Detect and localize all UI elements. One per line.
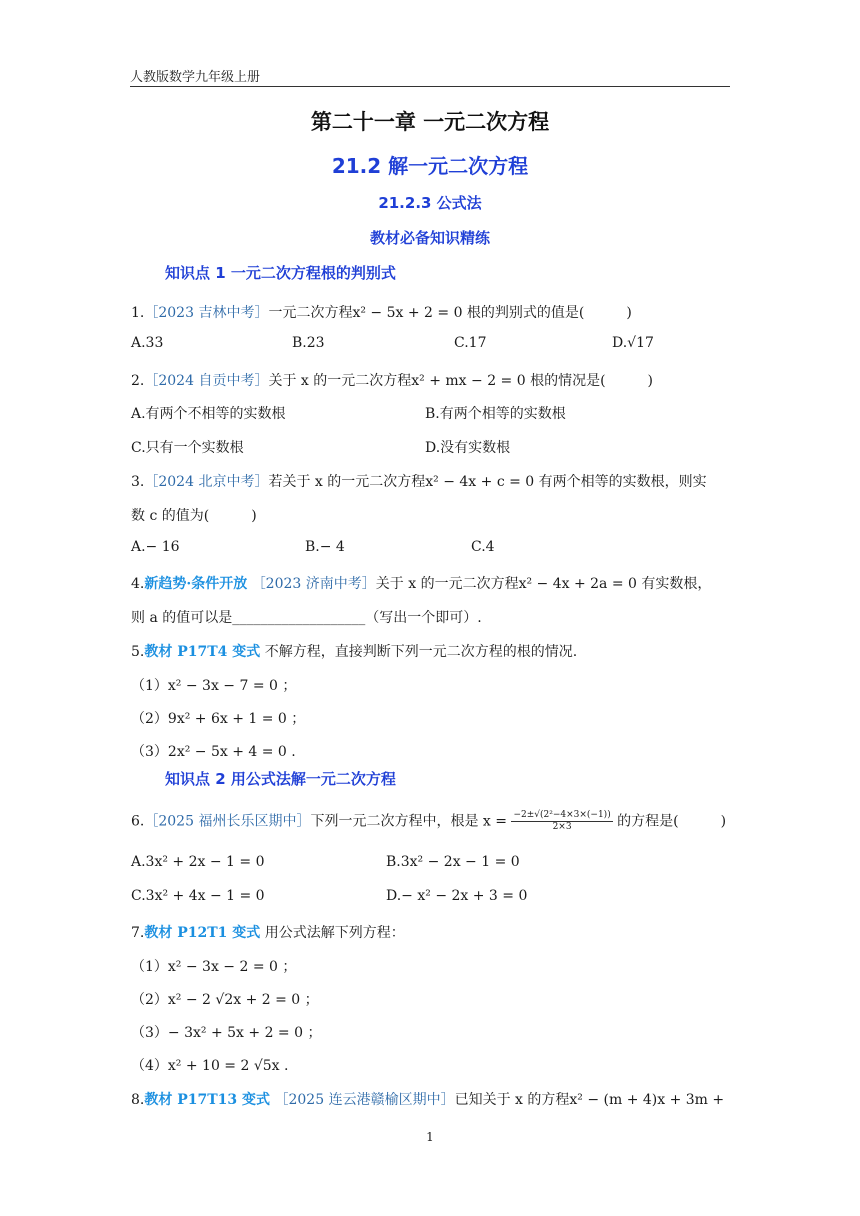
question-number: 8. (131, 1092, 145, 1108)
question-source: ［2025 福州长乐区期中］ (144, 813, 311, 830)
option-b: B.3x² − 2x − 1 = 0 (386, 854, 520, 870)
question-number: 3. (131, 474, 145, 490)
option-b: B.23 (292, 335, 325, 351)
question-7 (131, 922, 405, 942)
option-a: A.− 16 (131, 539, 180, 555)
question-4-continued: 则 a 的值可以是___________________（写出一个即可）. (131, 610, 482, 626)
question-stem: 已知关于 x 的方程x² − (m + 4)x + 3m + (454, 1092, 725, 1108)
option-d: D.− x² − 2x + 3 = 0 (386, 888, 528, 904)
fraction-denominator: 2×3 (552, 822, 572, 832)
question-stem: 用公式法解下列方程： (264, 925, 405, 941)
question-1 (131, 302, 632, 322)
question-tag: 教材 P17T4 变式 (144, 644, 261, 660)
question-6 (131, 810, 726, 833)
part-title: 教材必备知识精练 (369, 229, 490, 247)
question-number: 5. (131, 644, 145, 660)
question-3 (131, 471, 707, 491)
question-stem: 若关于 x 的一元二次方程x² − 4x + c = 0 有两个相等的实数根，则实 (268, 474, 707, 490)
sub-question: （3）2x² − 5x + 4 = 0 . (131, 744, 296, 760)
option-a: A.33 (131, 335, 164, 351)
question-3-continued: 数 c 的值为( ) (131, 508, 257, 524)
root-formula-fraction (511, 810, 612, 833)
option-c: C.17 (454, 335, 487, 351)
option-c: C.3x² + 4x − 1 = 0 (131, 888, 265, 904)
subsection-title: 21.2.3 公式法 (378, 194, 482, 212)
knowledge-point-2: 知识点 2 用公式法解一元二次方程 (165, 770, 396, 788)
option-c: C.4 (471, 539, 495, 555)
question-source: ［2024 北京中考］ (144, 474, 269, 490)
question-stem: 关于 x 的一元二次方程x² − 4x + 2a = 0 有实数根， (375, 576, 712, 592)
question-8 (131, 1089, 724, 1109)
question-2 (131, 370, 653, 390)
question-stem: 关于 x 的一元二次方程x² + mx − 2 = 0 根的情况是( ) (268, 373, 654, 389)
question-stem: 不解方程，直接判断下列一元二次方程的根的情况. (264, 644, 578, 660)
question-stem: 一元二次方程x² − 5x + 2 = 0 根的判别式的值是( ) (268, 305, 632, 321)
question-stem: 下列一元二次方程中，根是 x = (310, 813, 507, 830)
sub-question: （3）− 3x² + 5x + 2 = 0 ； (131, 1025, 322, 1041)
question-stem-end: 的方程是( ) (617, 813, 727, 830)
chapter-title: 第二十一章 一元二次方程 (310, 110, 550, 134)
page-header (130, 64, 730, 87)
question-source: ［2023 吉林中考］ (144, 305, 269, 321)
knowledge-point-1: 知识点 1 一元二次方程根的判别式 (165, 264, 396, 282)
question-tag: 教材 P12T1 变式 (144, 925, 261, 941)
fraction-numerator: −2±√(2²−4×3×(−1)) (513, 810, 611, 820)
sub-question: （1）x² − 3x − 2 = 0 ； (131, 959, 297, 975)
option-d: D.没有实数根 (425, 440, 511, 456)
question-number: 6. (131, 813, 145, 830)
question-tag: 新趋势·条件开放 (144, 576, 248, 592)
question-number: 4. (131, 576, 145, 592)
question-4 (131, 573, 711, 593)
sub-question: （2）9x² + 6x + 1 = 0 ； (131, 711, 306, 727)
question-source: ［2023 济南中考］ (251, 576, 376, 592)
option-a: A.有两个不相等的实数根 (131, 406, 286, 422)
question-source: ［2025 连云港赣榆区期中］ (274, 1092, 455, 1108)
question-tag: 教材 P17T13 变式 (144, 1092, 271, 1108)
question-source: ［2024 自贡中考］ (144, 373, 269, 389)
question-number: 1. (131, 305, 145, 321)
question-number: 7. (131, 925, 145, 941)
question-5 (131, 641, 577, 661)
sub-question: （1）x² − 3x − 7 = 0 ； (131, 678, 297, 694)
sub-question: （2）x² − 2 √2x + 2 = 0 ； (131, 992, 319, 1008)
option-c: C.只有一个实数根 (131, 440, 244, 456)
section-title: 21.2 解一元二次方程 (331, 154, 529, 178)
question-number: 2. (131, 373, 145, 389)
option-d: D.√17 (612, 335, 654, 351)
header-text: 人教版数学九年级上册 (130, 70, 261, 85)
sub-question: （4）x² + 10 = 2 √5x . (131, 1058, 289, 1074)
option-b: B.有两个相等的实数根 (425, 406, 566, 422)
page-number: 1 (426, 1130, 434, 1144)
option-b: B.− 4 (305, 539, 345, 555)
option-a: A.3x² + 2x − 1 = 0 (131, 854, 265, 870)
